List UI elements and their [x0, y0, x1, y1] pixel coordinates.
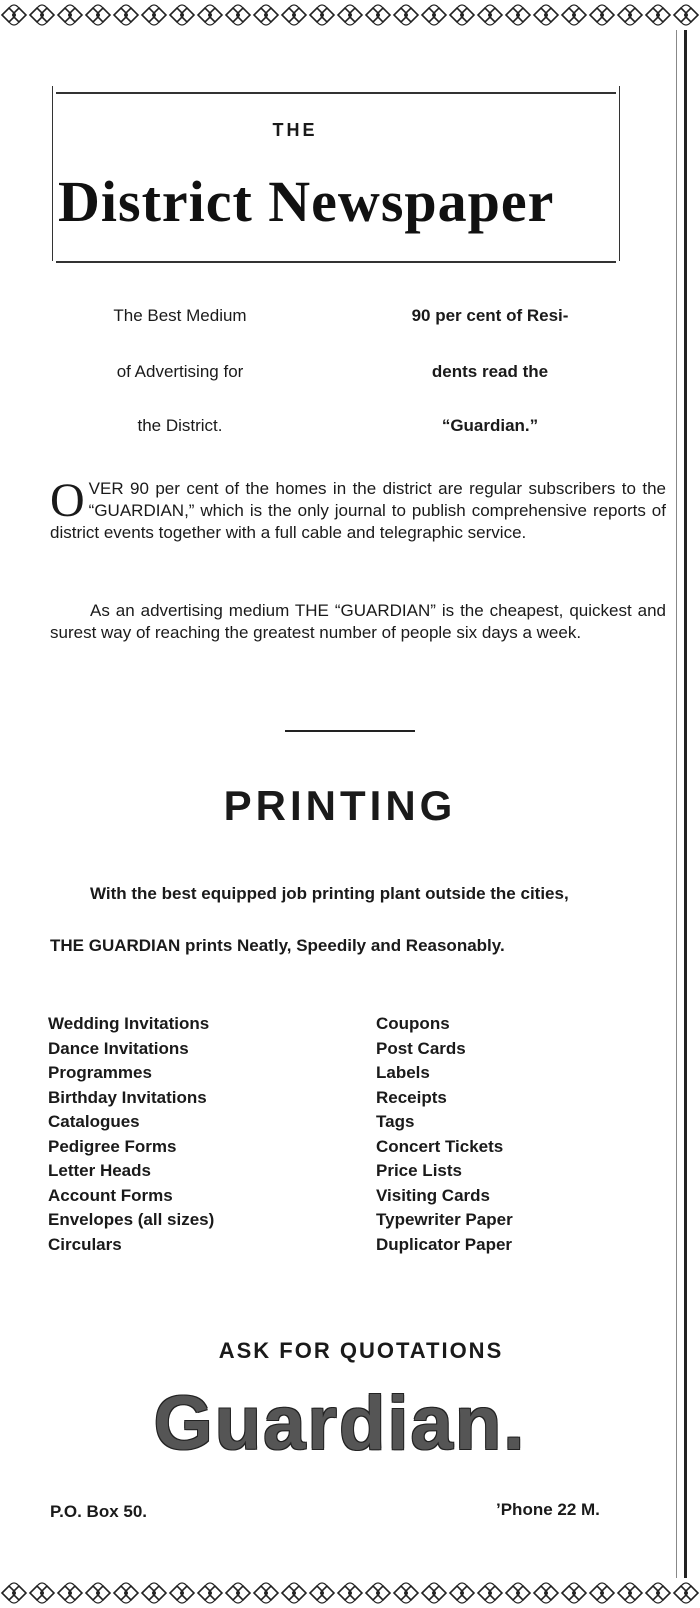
ornament-pattern	[0, 0, 700, 30]
service-item: Envelopes (all sizes)	[48, 1210, 215, 1229]
phone-number: ’Phone 22 M.	[496, 1500, 600, 1519]
service-item: Programmes	[48, 1063, 152, 1082]
service-item: Duplicator Paper	[376, 1234, 513, 1254]
services-list-left	[48, 1012, 214, 1257]
promo-right-line: 90 per cent of Resi-	[411, 306, 569, 325]
service-item: Dance Invitations	[48, 1038, 189, 1058]
subscribers-text: VER 90 per cent of the homes in the district are regular subscribers to the “GUARDIAN,” which is the only journal to publish comprehensive reports of district events together with a full cable and telegraphic service.	[50, 479, 666, 542]
service-item: Labels	[376, 1063, 430, 1082]
promo-right-line: “Guardian.”	[441, 416, 539, 435]
guardian-wordmark: Guardian.	[153, 1381, 527, 1466]
promo-left-line: The Best Medium	[113, 306, 247, 325]
drop-cap: O	[50, 474, 85, 527]
advertising-paragraph: As an advertising medium THE “GUARDIAN” is the cheapest, quickest and surest way of reaching the greatest number of people six days a week.	[50, 601, 666, 642]
service-item: Post Cards	[376, 1038, 466, 1058]
section-divider	[285, 730, 415, 732]
promo-left-line: of Advertising for	[116, 362, 244, 381]
masthead-bottom-rule	[56, 261, 616, 263]
service-item: Birthday Invitations	[48, 1087, 207, 1107]
service-item: Wedding Invitations	[48, 1014, 210, 1033]
service-item: Price Lists	[376, 1161, 462, 1180]
masthead-top-rule	[56, 92, 616, 94]
service-item: Pedigree Forms	[48, 1136, 177, 1156]
service-item: Circulars	[48, 1234, 122, 1254]
service-item: Coupons	[376, 1014, 450, 1033]
service-item: Typewriter Paper	[376, 1210, 513, 1229]
ornamental-border-bottom	[0, 1578, 700, 1608]
ornament-pattern	[0, 1578, 700, 1608]
promo-left-line: the District.	[137, 416, 223, 435]
printing-claim-line: THE GUARDIAN prints Neatly, Speedily and Reasonably.	[50, 936, 505, 955]
po-box: P.O. Box 50.	[50, 1502, 148, 1521]
promo-right-line: dents read the	[431, 362, 549, 381]
service-item: Catalogues	[48, 1112, 140, 1131]
service-item: Receipts	[376, 1087, 447, 1107]
masthead-article: THE	[272, 120, 318, 140]
quotation-call: ASK FOR QUOTATIONS	[218, 1338, 504, 1363]
subscribers-paragraph	[50, 474, 666, 544]
service-item: Visiting Cards	[376, 1185, 490, 1205]
service-item: Tags	[376, 1112, 415, 1131]
services-list-right	[376, 1012, 513, 1257]
printing-heading: PRINTING	[223, 782, 457, 829]
service-item: Concert Tickets	[376, 1136, 504, 1156]
masthead-title: District Newspaper	[58, 169, 555, 234]
ornamental-border-top	[0, 0, 700, 30]
service-item: Letter Heads	[48, 1161, 151, 1180]
service-item: Account Forms	[48, 1185, 173, 1205]
printing-intro-line: With the best equipped job printing plant outside the cities,	[90, 884, 569, 903]
